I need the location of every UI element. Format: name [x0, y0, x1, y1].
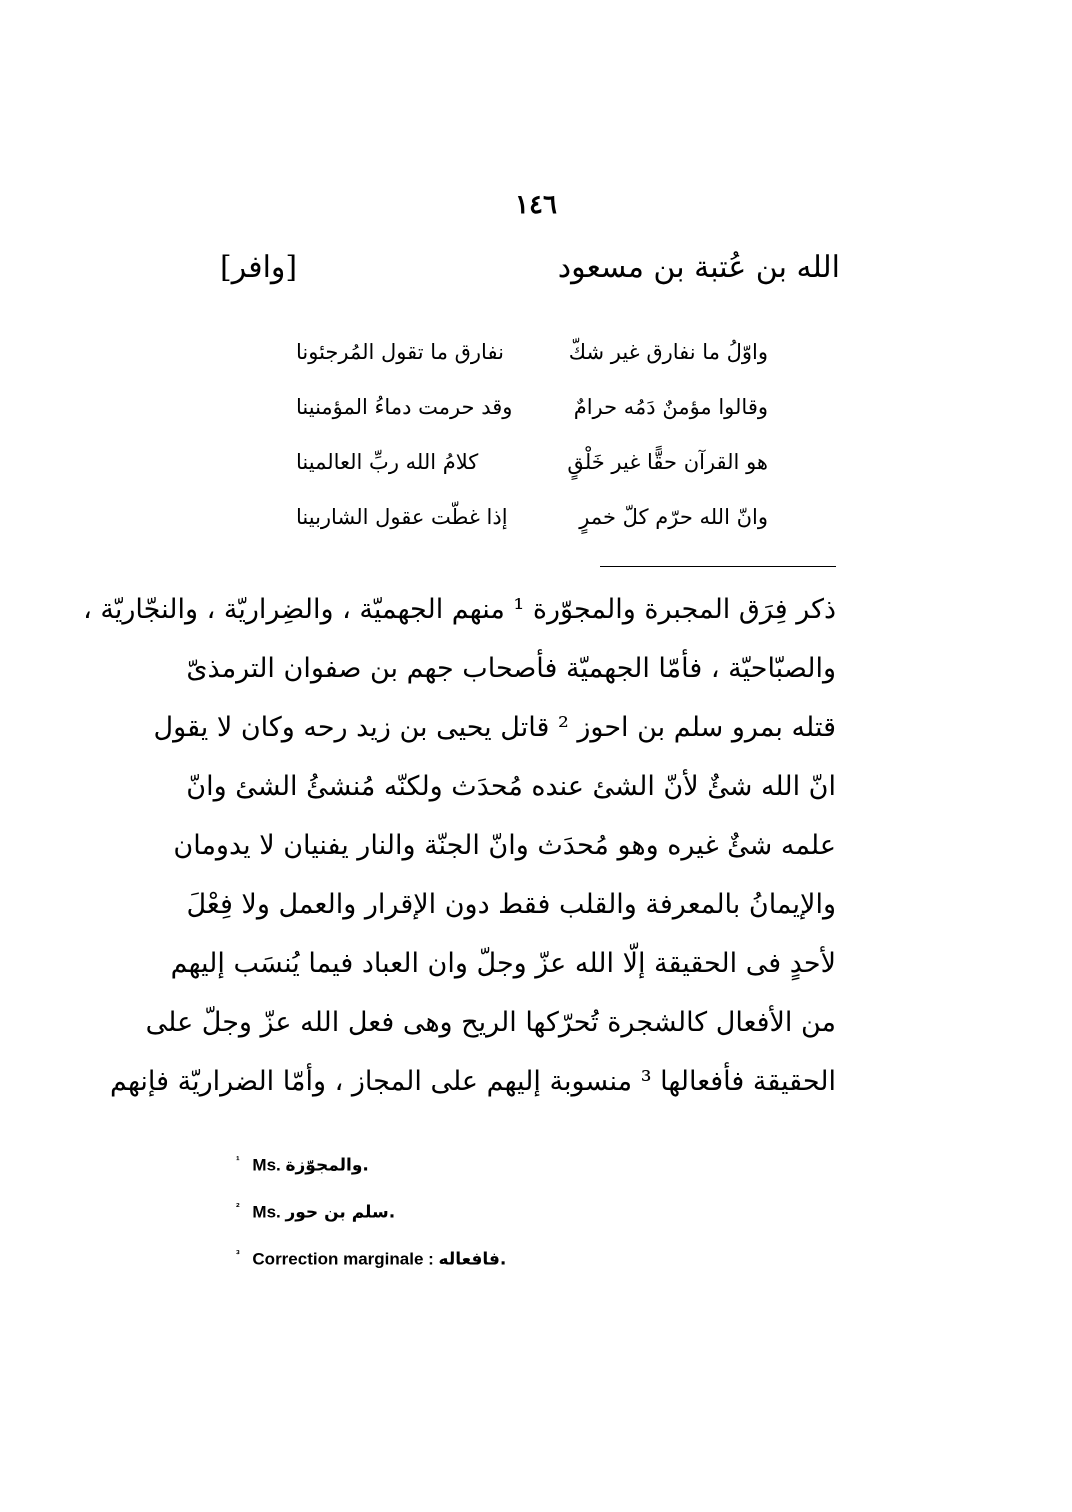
poem-verse	[296, 450, 768, 505]
footnote	[236, 1193, 736, 1240]
prose-line: والصبّاحيّة ، فأمّا الجهميّة فأصحاب جهم بن صفوان الترمذىّ	[186, 653, 836, 684]
footnote-arabic: فافعاله.	[438, 1249, 507, 1270]
poem-verse	[296, 340, 768, 395]
footnote	[236, 1146, 736, 1193]
footnote-marker: ²	[236, 1202, 240, 1214]
footnote-arabic: والمجوّزة.	[285, 1155, 369, 1176]
poem-verse	[296, 505, 768, 560]
prose-body	[83, 580, 836, 1111]
prose-line: انّ الله شئٌ لأنّ الشئ عنده مُحدَث ولكنّه مُنشئُ الشئ وانّ	[186, 771, 836, 802]
verse-first-hemistich: واوّلُ ما نفارق غير شكّ	[568, 340, 768, 364]
verse-first-hemistich: هو القرآن حقًّا غير خَلْقٍ	[567, 450, 768, 474]
prose-line: علمه شئٌ غيره وهو مُحدَث وانّ الجنّة والنار يفنيان لا يدومان	[173, 830, 836, 861]
running-header: الله بن عُتبة بن مسعود	[557, 250, 840, 285]
verse-first-hemistich: وانّ الله حرّم كلّ خمرٍ	[579, 505, 768, 529]
verse-second-hemistich: وقد حرمت دماءُ المؤمنينا	[296, 395, 513, 419]
verse-second-hemistich: إذا غطّت عقول الشاربينا	[296, 505, 508, 529]
prose-line: لأحدٍ فى الحقيقة إلّا الله عزّ وجلّ وان العباد فيما يُنسَب إليهم	[170, 948, 836, 979]
poem	[296, 340, 768, 560]
footnote-arabic: سلم بن حور.	[285, 1202, 396, 1223]
footnote-label: Ms.	[252, 1155, 281, 1175]
page-number: ١٤٦	[515, 190, 557, 220]
prose-line: من الأفعال كالشجرة تُحرّكها الريح وهى فعل الله عزّ وجلّ على	[145, 1007, 836, 1038]
footnote-marker: ¹	[236, 1155, 240, 1167]
meter-label: [وافر]	[220, 250, 298, 285]
poem-verse	[296, 395, 768, 450]
footnote	[236, 1240, 736, 1287]
footnote-label: Correction marginale :	[252, 1249, 434, 1269]
verse-second-hemistich: كلامُ الله ربِّ العالمينا	[296, 450, 479, 474]
verse-first-hemistich: وقالوا مؤمنٌ دَمُه حرامٌ	[573, 395, 768, 419]
verse-second-hemistich: نفارق ما تقول المُرجئونا	[296, 340, 504, 364]
footnote-label: Ms.	[252, 1202, 281, 1222]
prose-line: والإيمانُ بالمعرفة والقلب فقط دون الإقرار والعمل ولا فِعْلَ	[186, 889, 836, 920]
prose-line: ذكر فِرَق المجبرة والمجوّرة ¹ منهم الجهميّة ، والضِراريّة ، والنجّاريّة ،	[83, 594, 836, 625]
section-divider	[600, 566, 836, 567]
prose-line: الحقيقة فأفعالها ³ منسوبة إليهم على المجاز ، وأمّا الضراريّة فإنهم	[109, 1066, 836, 1097]
prose-line: قتله بمرو سلم بن احوز ² قاتل يحيى بن زيد رحه وكان لا يقول	[153, 712, 836, 743]
footnotes	[236, 1146, 736, 1287]
footnote-marker: ³	[236, 1249, 240, 1261]
